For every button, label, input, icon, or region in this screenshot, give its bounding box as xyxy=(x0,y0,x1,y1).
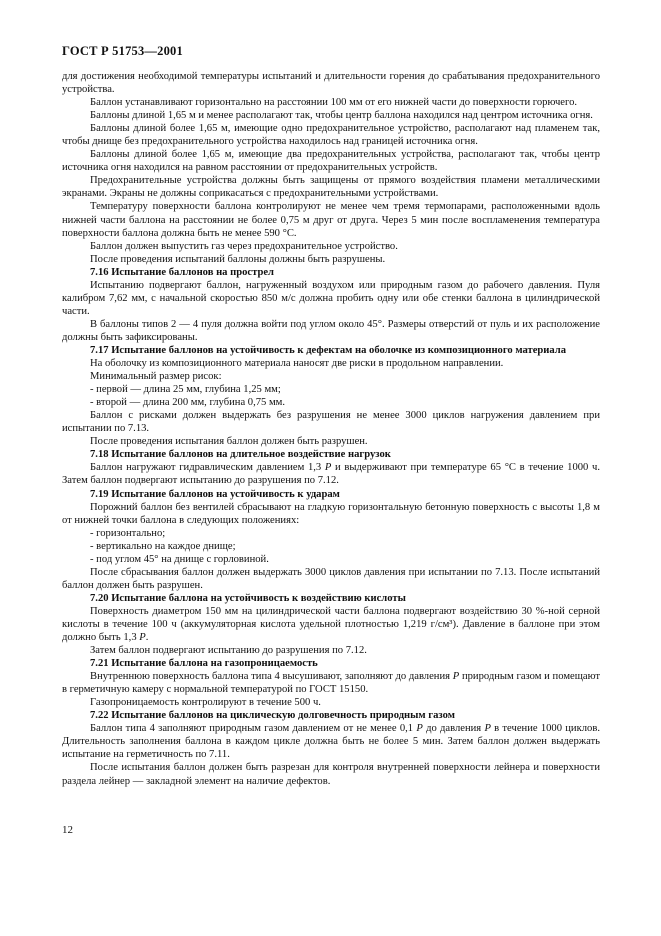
paragraph: Предохранительные устройства должны быть защищены от прямого воздействия пламени металлическими экранами. Экраны не должны соприкасаться с предохранительными устройствами. xyxy=(62,175,600,200)
list-item: - под углом 45° на днище с горловиной. xyxy=(90,553,269,565)
text-run: . xyxy=(145,632,149,644)
paragraph: Испытанию подвергают баллон, нагруженный воздухом или природным газом до рабочего давления. Пуля калибром 7,62 мм, с начальной скоростью 850 м/с должна пробить одну или обе стенки баллона в цилиндрической части. xyxy=(62,279,600,317)
section-heading: 7.20 Испытание баллона на устойчивость к воздействию кислоты xyxy=(90,592,406,604)
list-item: - горизонтально; xyxy=(90,527,166,539)
paragraph: для достижения необходимой температуры испытаний и длительности горения до срабатывания предохранительного устройства. xyxy=(62,71,600,96)
section-heading: 7.21 Испытание баллона на газопроницаемость xyxy=(90,658,318,670)
pressure-symbol: P xyxy=(452,671,460,683)
pressure-symbol: P xyxy=(416,723,423,735)
paragraph: После проведения испытаний баллоны должны быть разрушены. xyxy=(90,253,386,265)
document-body xyxy=(62,70,600,788)
paragraph: После сбрасывания баллон должен выдержать 3000 циклов давления при испытании по 7.13. После испытаний баллон должен быть разрушен. xyxy=(62,566,600,591)
paragraph: После проведения испытания баллон должен быть разрушен. xyxy=(90,436,368,448)
paragraph: Баллоны длиной более 1,65 м, имеющие два предохранительных устройства, располагают так, чтобы центр источника огня находился на равном расстоянии от предохранительных устройств. xyxy=(62,149,600,174)
text-run: Внутреннюю поверхность баллона типа 4 высушивают, заполняют до давления xyxy=(90,671,453,683)
paragraph: На оболочку из композиционного материала наносят две риски в продольном направлении. xyxy=(90,358,504,370)
section-heading: 7.22 Испытание баллонов на циклическую долговечность природным газом xyxy=(90,710,455,722)
section-heading: 7.18 Испытание баллонов на длительное воздействие нагрузок xyxy=(90,449,391,461)
text-run: и выдерживают при температуре 65 °С в течение 1000 ч. Затем баллон подвергают испытанию до разрушения по 7.12. xyxy=(62,462,600,487)
text-run: Баллон типа 4 заполняют природным газом давлением от не менее 0,1 xyxy=(90,723,417,735)
pressure-symbol: P xyxy=(484,723,491,735)
paragraph: Баллон с рисками должен выдержать без разрушения не менее 3000 циклов нагружения давлением при испытании по 7.13. xyxy=(62,410,600,435)
list-item: - второй — длина 200 мм, глубина 0,75 мм. xyxy=(90,397,286,409)
page-number: 12 xyxy=(62,824,73,836)
paragraph: Баллоны длиной более 1,65 м, имеющие одно предохранительное устройство, располагают над пламенем так, чтобы днище без предохранительного устройства находилось над границей источника огня. xyxy=(62,123,600,148)
list-item: - вертикально на каждое днище; xyxy=(90,540,236,552)
document-header: ГОСТ Р 51753—2001 xyxy=(62,44,183,58)
section-heading: 7.16 Испытание баллонов на прострел xyxy=(90,266,274,278)
section-heading: 7.19 Испытание баллонов на устойчивость к ударам xyxy=(90,488,340,500)
paragraph: Газопроницаемость контролируют в течение 500 ч. xyxy=(90,697,321,709)
paragraph: В баллоны типов 2 — 4 пуля должна войти под углом около 45°. Размеры отверстий от пуль и их расположение должны быть зафиксированы. xyxy=(62,318,600,343)
pressure-symbol: P xyxy=(324,462,332,474)
text-run: до давления xyxy=(422,723,485,735)
paragraph xyxy=(62,461,600,487)
section-heading: 7.17 Испытание баллонов на устойчивость к дефектам на оболочке из композиционного материала xyxy=(90,344,567,356)
paragraph: Баллон устанавливают горизонтально на расстоянии 100 мм от его нижней части до поверхности горючего. xyxy=(90,97,578,109)
paragraph: Температуру поверхности баллона контролируют не менее чем тремя термопарами, расположенными вдоль нижней части баллона на расстоянии не более 0,75 м друг от друга. Через 5 мин после воспламенения температура поверхности баллона должна быть не менее 590 °С. xyxy=(62,201,600,239)
text-run: Поверхность диаметром 150 мм на цилиндрической части баллона подвергают воздействию 30 %-ной серной кислоты в течение 100 ч (аккумуляторная кислота удельной плотностью 1,219 г/см³). Давление в баллоне при этом должно быть 1,3 xyxy=(62,605,600,644)
paragraph: Баллон должен выпустить газ через предохранительное устройство. xyxy=(90,240,398,252)
paragraph: Баллоны длиной 1,65 м и менее располагают так, чтобы центр баллона находился над центром источника огня. xyxy=(90,110,593,122)
text-run: природным газом и помещают в герметичную камеру с нормальной температурой по ГОСТ 15150. xyxy=(62,671,600,696)
paragraph xyxy=(62,605,600,644)
paragraph xyxy=(62,722,600,761)
paragraph: Порожний баллон без вентилей сбрасывают на гладкую горизонтальную бетонную поверхность с высоты 1,8 м от нижней точки баллона в следующих положениях: xyxy=(62,501,600,526)
pressure-symbol: P xyxy=(139,632,146,644)
paragraph: После испытания баллон должен быть разрезан для контроля внутренней поверхности лейнера и поверхности раздела лейнер — закладной элемент на наличие дефектов. xyxy=(62,762,600,787)
text-run: Баллон нагружают гидравлическим давлением 1,3 xyxy=(90,462,325,474)
paragraph: Затем баллон подвергают испытанию до разрушения по 7.12. xyxy=(90,645,367,657)
paragraph: Минимальный размер рисок: xyxy=(90,371,222,383)
text-run: в течение 1000 циклов. Длительность заполнения баллона в каждом цикле должна быть не более 5 мин. Затем баллон должен выдержать испытание на герметичность по 7.11. xyxy=(62,723,600,761)
list-item: - первой — длина 25 мм, глубина 1,25 мм; xyxy=(90,384,281,396)
paragraph xyxy=(62,670,600,696)
